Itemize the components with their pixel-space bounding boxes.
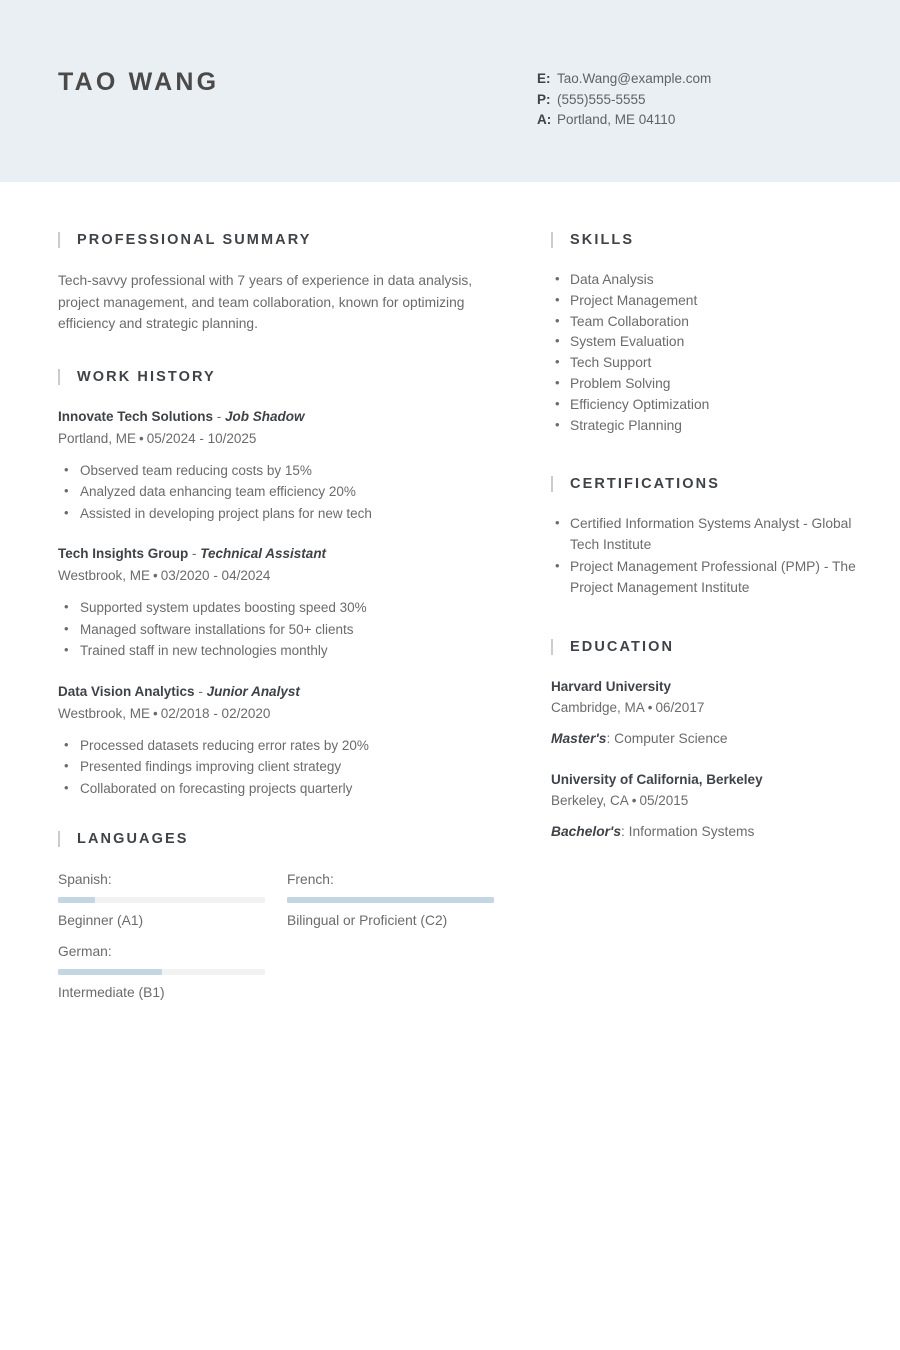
list-item: • Collaborated on forecasting projects quarterly [58, 779, 510, 800]
list-item: • Certified Information Systems Analyst - Global Tech Institute [551, 514, 861, 556]
section-title-text: SKILLS [570, 232, 635, 248]
education-degree-field: : Information Systems [621, 823, 755, 839]
accent-bar-icon [58, 232, 60, 248]
bullet-separator-icon: • [139, 430, 144, 446]
education-entry [551, 677, 861, 749]
contact-row-phone [537, 90, 711, 111]
list-item: • Analyzed data enhancing team efficiency 20% [58, 482, 510, 503]
section-education [551, 639, 861, 842]
section-professional-summary [58, 232, 510, 335]
work-separator: - [213, 408, 226, 424]
work-bullet-list [58, 736, 510, 800]
summary-text: Tech-savvy professional with 7 years of experience in data analysis, project management, and team collaboration, known for optimizing efficiency and strategic planning. [58, 273, 473, 331]
work-entry-meta [58, 703, 510, 724]
language-level: Bilingual or Proficient (C2) [287, 913, 448, 928]
list-item: • System Evaluation [551, 332, 861, 353]
work-company: Tech Insights Group [58, 546, 189, 561]
bullet-separator-icon: • [631, 792, 637, 808]
work-entry [58, 682, 510, 800]
language-progress-track [287, 897, 494, 903]
contact-value-address: Portland, ME 04110 [557, 112, 676, 128]
list-item: • Trained staff in new technologies monthly [58, 641, 510, 662]
section-skills [551, 232, 861, 436]
education-entry [551, 770, 861, 842]
education-date: 06/2017 [655, 699, 705, 715]
education-degree-label: Bachelor's [551, 823, 621, 839]
section-title-text: LANGUAGES [77, 831, 189, 847]
contact-block [537, 69, 711, 131]
work-entry [58, 544, 510, 662]
list-item: • Strategic Planning [551, 416, 861, 437]
language-progress-track [58, 969, 265, 975]
work-location: Westbrook, ME [58, 705, 151, 721]
work-company: Innovate Tech Solutions [58, 408, 214, 424]
contact-row-email [537, 69, 711, 90]
list-item: • Observed team reducing costs by 15% [58, 461, 510, 482]
list-item: • Problem Solving [551, 374, 861, 395]
education-degree [551, 728, 861, 749]
language-name: French: [287, 872, 334, 887]
list-item: • Data Analysis [551, 270, 861, 291]
section-heading-education [551, 639, 861, 655]
section-heading-certifications [551, 476, 861, 492]
right-column [551, 232, 861, 876]
certifications-list [551, 514, 861, 598]
language-level: Intermediate (B1) [58, 985, 165, 1000]
section-languages [58, 831, 510, 1004]
education-degree [551, 821, 861, 842]
page-title: TAO WANG [58, 68, 220, 96]
work-role: Junior Analyst [206, 683, 300, 699]
section-title-text: WORK HISTORY [77, 368, 216, 385]
education-degree-label: Master's [551, 730, 607, 746]
language-grid-spacer [287, 941, 516, 1004]
bullet-separator-icon: • [153, 568, 158, 583]
work-dates: 02/2018 - 02/2020 [160, 705, 271, 721]
list-item: • Assisted in developing project plans for new tech [58, 504, 510, 525]
work-dates: 05/2024 - 10/2025 [146, 430, 257, 446]
list-item: • Project Management Professional (PMP) - The Project Management Institute [551, 557, 861, 599]
list-item: • Processed datasets reducing error rates by 20% [58, 736, 510, 757]
education-meta [551, 790, 861, 811]
education-location: Cambridge, MA [551, 699, 645, 715]
work-entry [58, 407, 510, 525]
section-certifications [551, 476, 861, 598]
section-work-history [58, 369, 510, 800]
language-progress-track [58, 897, 265, 903]
section-title-text: PROFESSIONAL SUMMARY [77, 232, 312, 248]
accent-bar-icon [58, 369, 60, 385]
bullet-separator-icon: • [647, 699, 653, 715]
contact-label-phone: P: [537, 91, 551, 107]
education-location: Berkeley, CA [551, 792, 629, 808]
work-entry-title [58, 682, 510, 702]
accent-bar-icon [551, 639, 553, 655]
contact-row-address [537, 110, 711, 131]
language-level: Beginner (A1) [58, 913, 144, 928]
list-item: • Presented findings improving client strategy [58, 757, 510, 778]
accent-bar-icon [551, 232, 553, 248]
left-column [58, 232, 510, 1038]
work-separator: - [194, 683, 207, 699]
section-title-text: CERTIFICATIONS [570, 476, 720, 493]
work-entry-title [58, 407, 510, 427]
language-item-spanish [58, 869, 265, 932]
work-company: Data Vision Analytics [58, 683, 195, 699]
contact-value-email: Tao.Wang@example.com [557, 71, 712, 86]
language-progress-fill [287, 897, 494, 903]
section-heading-professional-summary [58, 232, 510, 248]
bullet-separator-icon: • [153, 705, 158, 721]
language-grid [58, 869, 510, 1004]
work-separator: - [188, 546, 201, 561]
section-heading-skills [551, 232, 861, 248]
contact-label-address: A: [537, 112, 552, 128]
work-entry-title [58, 544, 510, 564]
education-date: 05/2015 [639, 792, 689, 808]
education-school: University of California, Berkeley [551, 771, 763, 787]
list-item: • Managed software installations for 50+ clients [58, 620, 510, 641]
work-entry-meta [58, 565, 510, 586]
contact-value-phone: (555)555-5555 [557, 91, 646, 107]
work-role: Technical Assistant [200, 546, 327, 561]
language-item-german [58, 941, 265, 1004]
work-bullet-list [58, 461, 510, 525]
language-progress-fill [58, 969, 162, 975]
list-item: • Supported system updates boosting speed 30% [58, 598, 510, 619]
list-item: • Efficiency Optimization [551, 395, 861, 416]
contact-label-email: E: [537, 71, 551, 86]
list-item: • Team Collaboration [551, 312, 861, 333]
section-heading-languages [58, 831, 510, 847]
education-meta [551, 697, 861, 718]
skills-list [551, 270, 861, 436]
education-degree-field: : Computer Science [606, 730, 728, 746]
language-progress-fill [58, 897, 95, 903]
work-location: Westbrook, ME [58, 568, 151, 583]
language-item-french [287, 869, 494, 932]
accent-bar-icon [58, 831, 60, 847]
work-bullet-list [58, 598, 510, 662]
list-item: • Tech Support [551, 353, 861, 374]
section-title-text: EDUCATION [570, 638, 675, 655]
list-item: • Project Management [551, 291, 861, 312]
education-school: Harvard University [551, 678, 672, 694]
language-name: German: [58, 944, 112, 959]
section-heading-work-history [58, 369, 510, 385]
work-location: Portland, ME [58, 430, 137, 446]
work-dates: 03/2020 - 04/2024 [160, 568, 271, 583]
work-role: Job Shadow [225, 408, 305, 424]
resume-header [0, 0, 900, 182]
work-entry-meta [58, 428, 510, 449]
language-name: Spanish: [58, 872, 112, 887]
accent-bar-icon [551, 476, 553, 492]
